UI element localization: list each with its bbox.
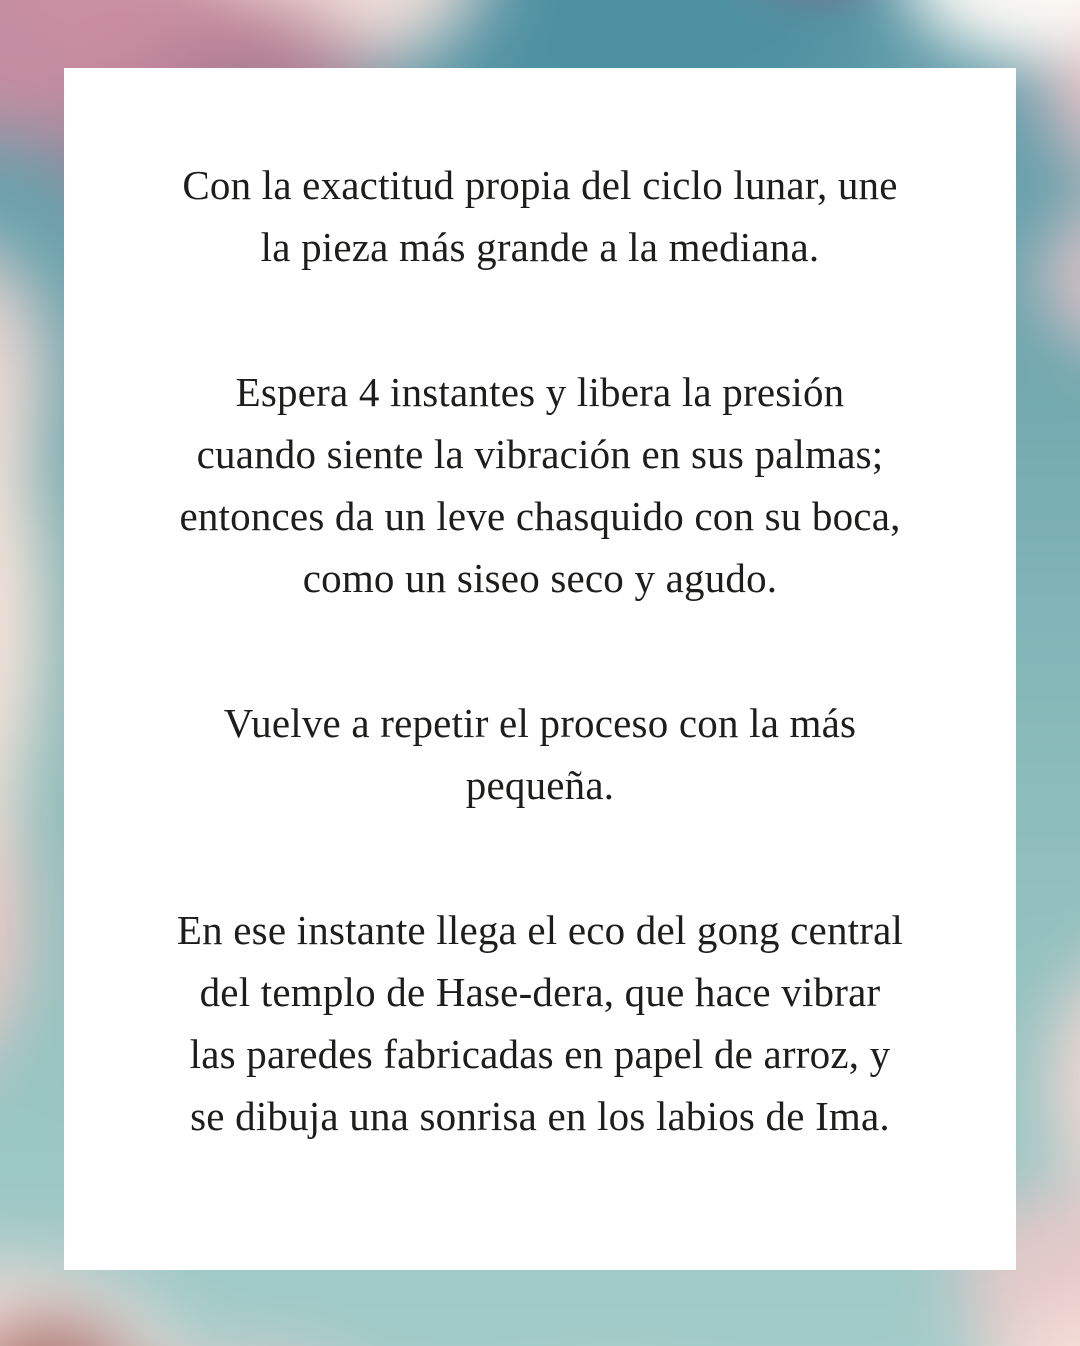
story-line: la pieza más grande a la mediana. [260,224,820,270]
story-line: En ese instante llega el eco del gong central [176,907,904,953]
story-paragraph [100,154,980,278]
story-line: se dibuja una sonrisa en los labios de Ima. [190,1093,890,1139]
story-line: Con la exactitud propia del ciclo lunar, une [182,162,898,208]
story-paragraph [100,899,980,1147]
story-line: Espera 4 instantes y libera la presión [235,369,845,415]
story-line: las paredes fabricadas en papel de arroz, y [189,1031,891,1077]
story-paragraph [100,692,980,816]
story-paragraph [100,361,980,609]
story-line: pequeña. [465,762,615,808]
text-card [64,68,1016,1270]
story-line: del templo de Hase-dera, que hace vibrar [199,969,881,1015]
story-line: entonces da un leve chasquido con su boca, [179,493,901,539]
story-text [100,154,980,1147]
story-line: Vuelve a repetir el proceso con la más [223,700,857,746]
story-line: como un siseo seco y agudo. [302,555,778,601]
story-line: cuando siente la vibración en sus palmas; [196,431,884,477]
